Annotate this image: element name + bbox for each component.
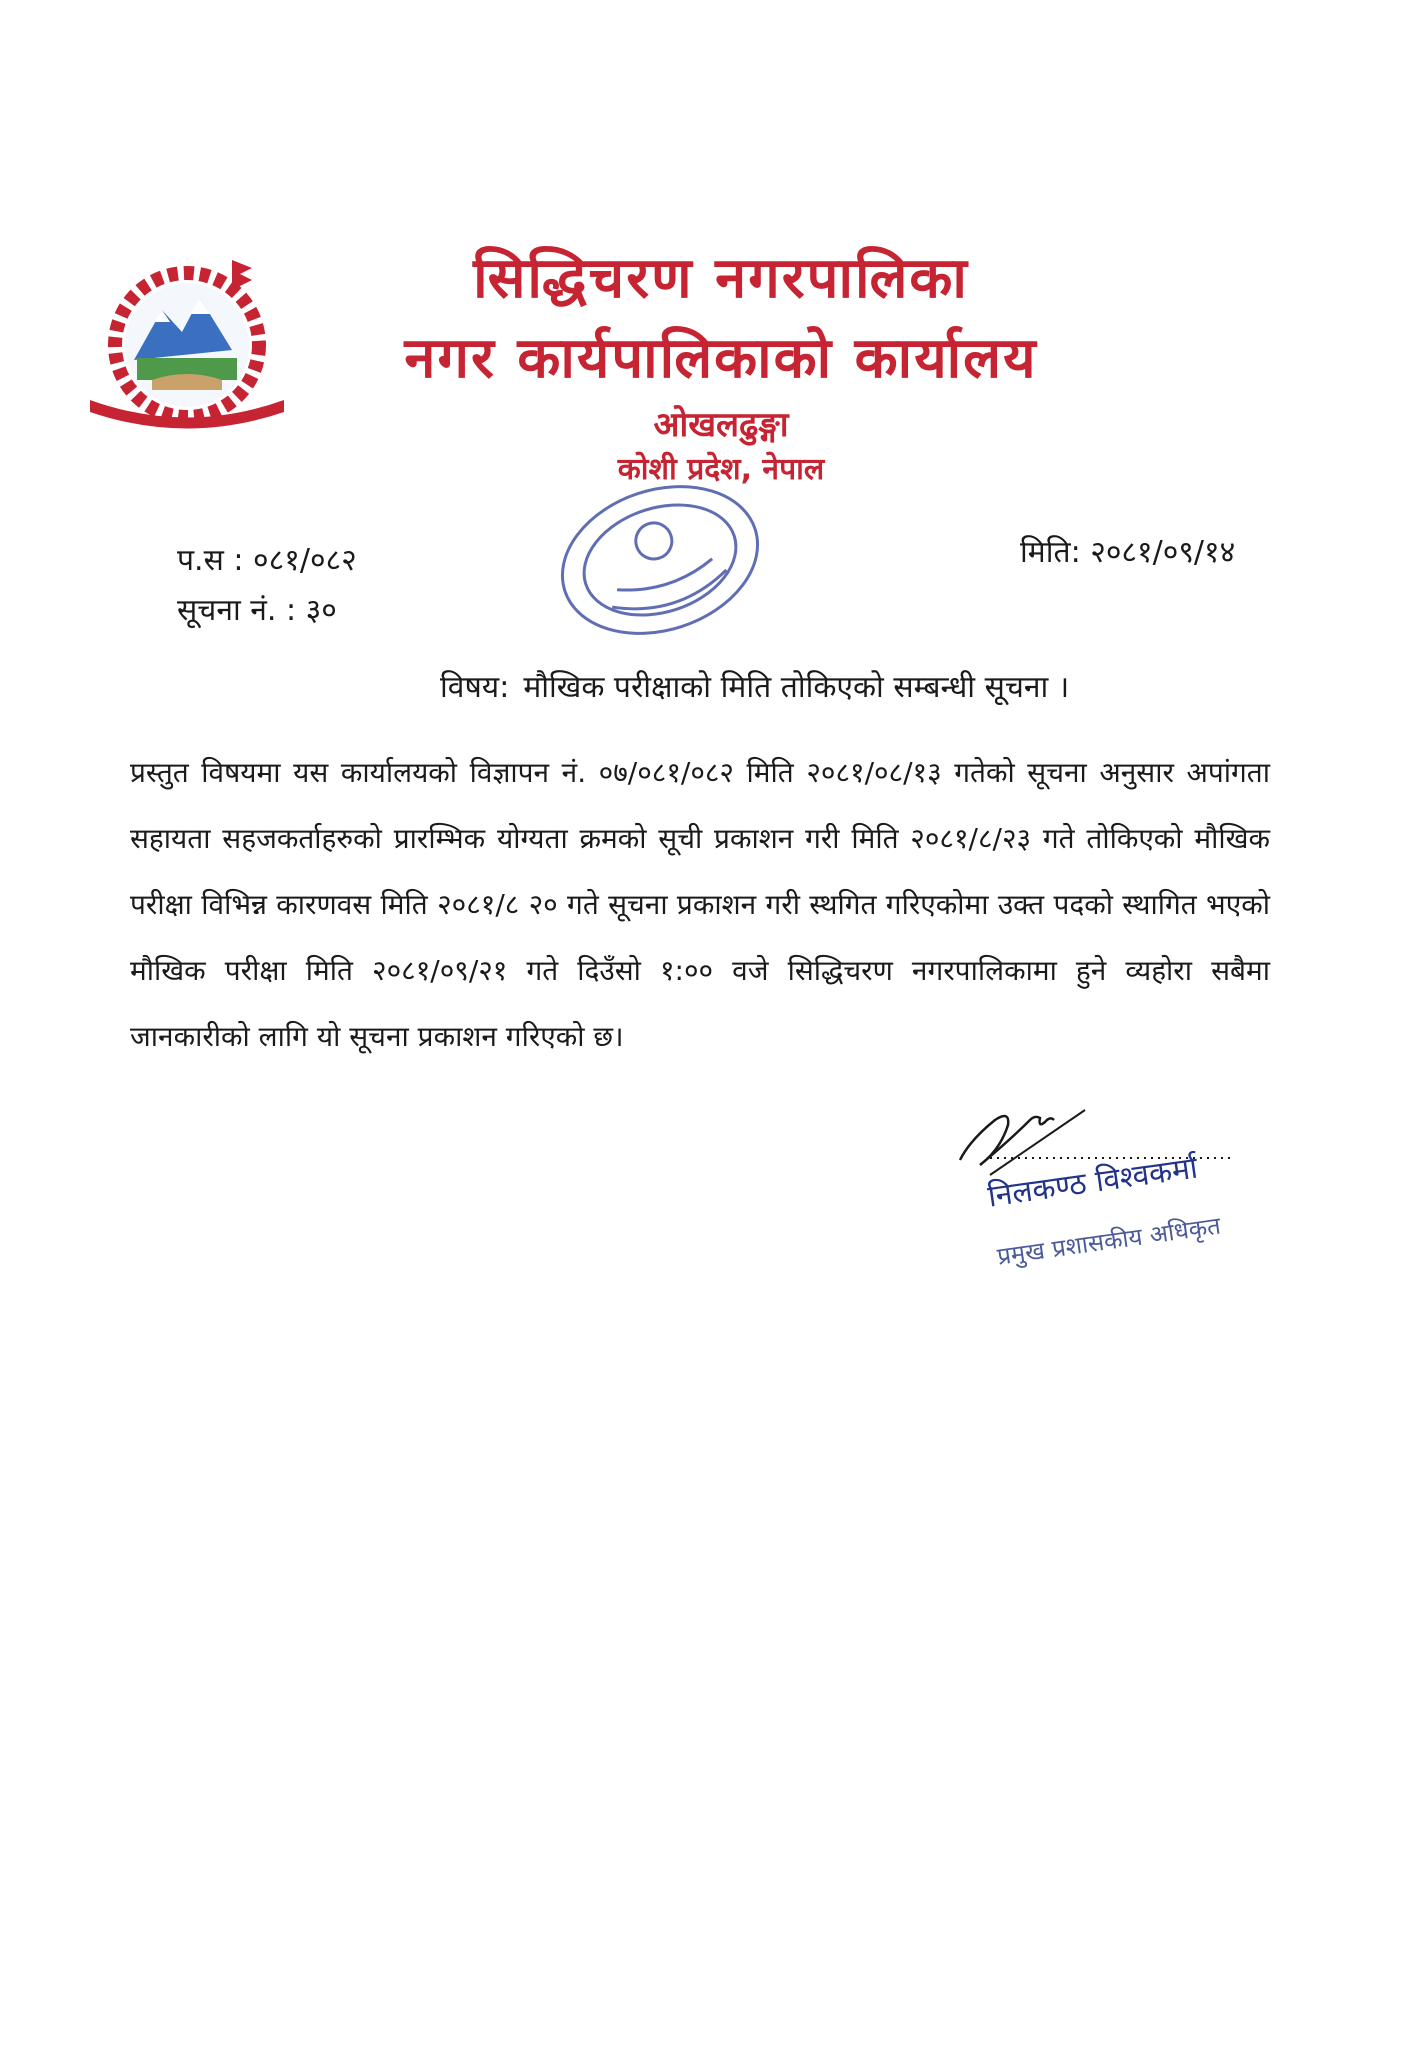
signatory-title: प्रमुख प्रशासकीय अधिकृत — [995, 1211, 1223, 1271]
subject-line — [440, 665, 1069, 706]
signatory-name: निलकण्ठ विश्वकर्मा — [985, 1150, 1200, 1215]
subject-label: विषय: — [440, 670, 510, 705]
office-province: कोशी प्रदेश, नेपाल — [617, 452, 825, 487]
notice-number: सूचना नं. : ३० — [177, 593, 337, 628]
office-location: ओखलढुङ्गा — [653, 405, 789, 445]
office-stamp-icon — [540, 470, 780, 650]
office-name: नगर कार्यपालिकाको कार्यालय — [404, 326, 1038, 391]
subject-text: मौखिक परीक्षाको मिति तोकिएको सम्बन्धी सूचना । — [523, 670, 1070, 705]
notice-body: प्रस्तुत विषयमा यस कार्यालयको विज्ञापन नं. ०७/०८१/०८२ मिति २०८१/०८/१३ गतेको सूचना अनुसार अपांगता सहायता सहजकर्ताहरुको प्रारम्भिक योग्यता क्रमको सूची प्रकाशन गरी मिति २०८१/८/२३ गते तोकिएको मौखिक परीक्षा विभिन्न कारणवस मिति २०८१/८ २० गते सूचना प्रकाशन गरी स्थगित गरिएकोमा उक्त पदको स्थागित भएको मौखिक परीक्षा मिति २०८१/०९/२१ गते दिउँसो १:०० वजे सिद्धिचरण नगरपालिकामा हुने व्यहोरा सबैमा जानकारीको लागि यो सूचना प्रकाशन गरिएको छ। — [130, 756, 1270, 1053]
municipality-name: सिद्धिचरण नगरपालिका — [473, 246, 969, 311]
reference-number: प.स : ०८१/०८२ — [177, 543, 357, 578]
issue-date: मिति: २०८१/०९/१४ — [1020, 535, 1236, 570]
